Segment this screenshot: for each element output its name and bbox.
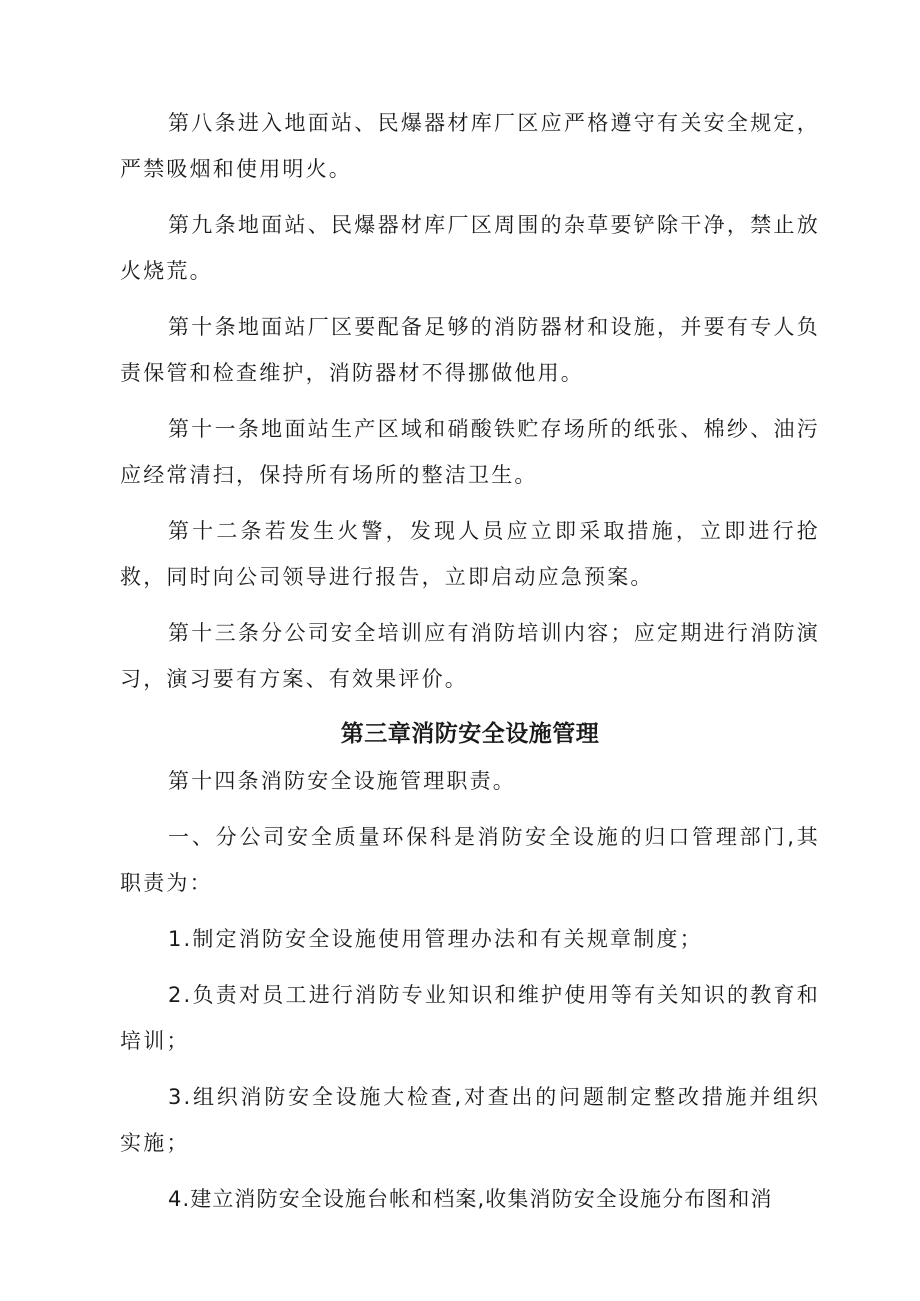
item-3: 3.组织消防安全设施大检查,对查出的问题制定整改措施并组织实施； <box>120 1085 820 1155</box>
document-body <box>120 100 820 1232</box>
item-one: 一、分公司安全质量环保科是消防安全设施的归口管理部门,其职责为： <box>120 825 820 895</box>
article-14: 第十四条消防安全设施管理职责。 <box>168 769 516 793</box>
item-4: 4.建立消防安全设施台帐和档案,收集消防安全设施分布图和消 <box>168 1187 773 1211</box>
article-11: 第十一条地面站生产区域和硝酸铁贮存场所的纸张、棉纱、油污应经常清扫，保持所有场所的整洁卫生。 <box>120 417 820 487</box>
article-10: 第十条地面站厂区要配备足够的消防器材和设施，并要有专人负责保管和检查维护，消防器材不得挪做他用。 <box>120 315 820 385</box>
item-1: 1.制定消防安全设施使用管理办法和有关规章制度； <box>168 927 703 951</box>
article-9: 第九条地面站、民爆器材库厂区周围的杂草要铲除干净，禁止放火烧荒。 <box>120 213 820 283</box>
article-13: 第十三条分公司安全培训应有消防培训内容；应定期进行消防演习，演习要有方案、有效果评价。 <box>120 621 820 691</box>
chapter-title: 第三章消防安全设施管理 <box>340 721 600 747</box>
article-12: 第十二条若发生火警，发现人员应立即采取措施，立即进行抢救，同时向公司领导进行报告，立即启动应急预案。 <box>120 519 820 589</box>
item-2: 2.负责对员工进行消防专业知识和维护使用等有关知识的教育和培训； <box>120 983 820 1053</box>
article-8: 第八条进入地面站、民爆器材库厂区应严格遵守有关安全规定，严禁吸烟和使用明火。 <box>120 111 820 181</box>
